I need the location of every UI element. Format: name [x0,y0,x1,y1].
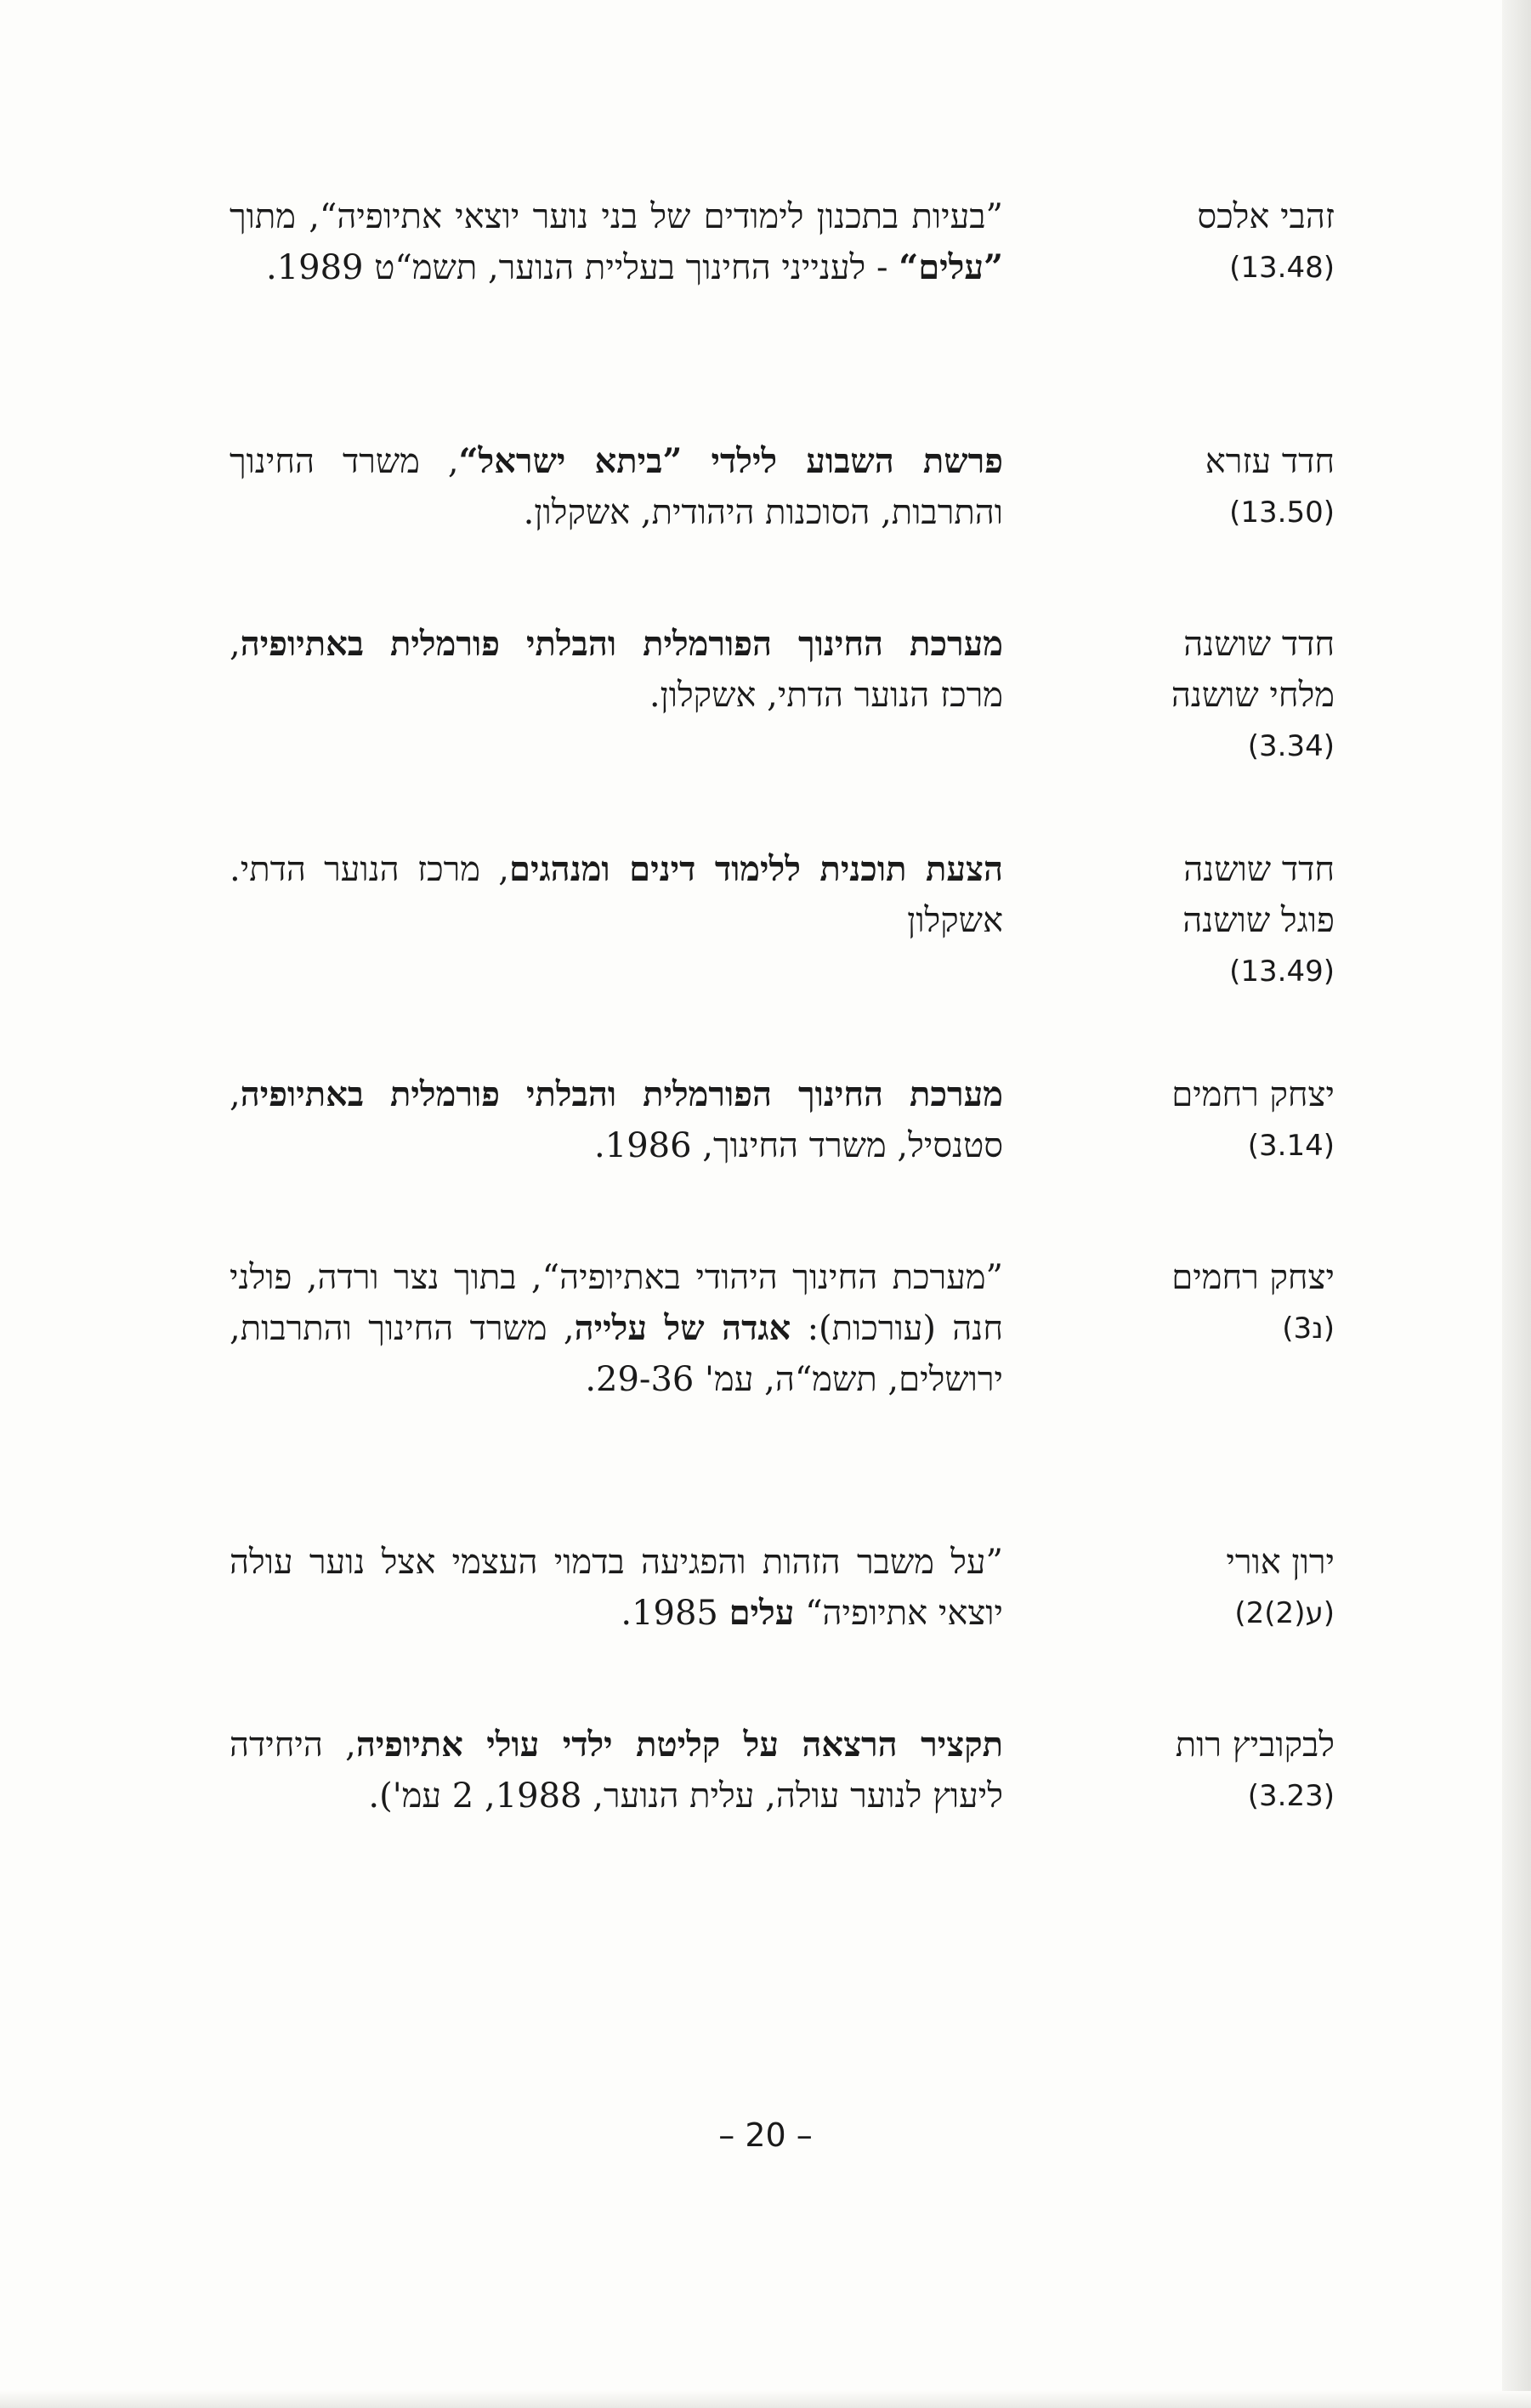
page-edge-shadow [1502,0,1531,2408]
title-text: , מרכז הנוער הדתי, אשקלון. [230,625,1003,715]
title-bold-text: ”עלים“ [899,247,1003,287]
catalog-code: (13.50) [1229,496,1335,530]
title-text: - לענייני החינוך בעליית הנוער, תשמ“ט 1989. [265,248,899,287]
author-name: חדד עזרא [1205,442,1335,481]
title-bold-text: מערכת החינוך הפורמלית והבלתי פורמלית באתיופיה [240,624,1003,664]
entry-title [230,1537,1003,1639]
catalog-code: (3.14) [1247,1129,1335,1163]
entry-title [230,1720,1003,1822]
author-name: יצחק רחמים [1171,1258,1335,1297]
title-bold-text: פרשת השבוע לילדי ”ביתא ישראל“ [458,441,1003,481]
title-text: , סטנסיל, משרד החינוך, 1986. [230,1075,1003,1165]
title-text: , משרד החינוך והתרבות, ירושלים, תשמ“ה, עמ' 29-36. [230,1309,1003,1399]
title-bold-text: הצעת תוכנית ללימוד דינים ומנהגים [509,849,1003,889]
entry-title [230,1252,1003,1405]
entry-title [230,844,1003,946]
page-number: – 20 – [718,2116,813,2154]
entry-title [230,1069,1003,1171]
title-text: , מרכז הנוער הדתי. אשקלון [230,850,1003,940]
catalog-code: (3.34) [1247,729,1335,763]
title-bold-text: מערכת החינוך הפורמלית והבלתי פורמלית באתיופיה [240,1074,1003,1114]
title-text: ”על משבר הזהות והפגיעה בדמוי העצמי אצל נוער עולה יוצאי אתיופיה“ [230,1543,1003,1633]
catalog-code: (13.49) [1229,955,1335,989]
author-name: לבקוביץ רות [1175,1725,1335,1765]
entry-author [1114,844,1335,997]
author-name: יצחק רחמים [1171,1075,1335,1114]
catalog-code: (ע(2)2) [1234,1596,1335,1630]
entry-title [230,191,1003,293]
author-name: פוגל שושנה [1182,901,1335,940]
author-name: ירון אורי [1226,1543,1335,1582]
entry-author [1114,1537,1335,1639]
author-name: חדד שושנה [1183,625,1335,664]
title-bold-text: אגדה של עלייה [574,1308,791,1348]
entry-author [1114,1252,1335,1354]
catalog-code: (13.48) [1229,251,1335,285]
entry-author [1114,1069,1335,1171]
entry-author [1114,1720,1335,1822]
title-bold-text: תקציר הרצאה על קליטת ילדי עולי אתיופיה [355,1725,1003,1765]
author-name: מלחי שושנה [1171,676,1335,715]
page-bottom-shadow [0,2391,1531,2408]
title-text: , היחידה ליעוץ לנוער עולה, עלית הנוער, 1988, 2 עמ'). [230,1725,1003,1816]
title-text: ”מערכת החינוך היהודי באתיופיה“, בתוך נצר ורדה, פולני חנה (עורכות): [230,1258,1003,1348]
title-text: 1985. [621,1594,729,1633]
catalog-code: (נ3) [1282,1312,1335,1346]
author-name: חדד שושנה [1183,850,1335,889]
title-bold-text: עלים [729,1593,795,1633]
title-text: , משרד החינוך והתרבות, הסוכנות היהודית, אשקלון. [230,442,1003,532]
entry-author [1114,619,1335,772]
title-text: ”בעיות בתכנון לימודים של בני נוער יוצאי אתיופיה“, מתוך [230,197,1003,236]
catalog-code: (3.23) [1247,1779,1335,1813]
author-name: זהבי אלכס [1197,197,1335,236]
entry-title [230,619,1003,721]
entry-author [1114,191,1335,293]
entry-title [230,436,1003,538]
entry-author [1114,436,1335,538]
